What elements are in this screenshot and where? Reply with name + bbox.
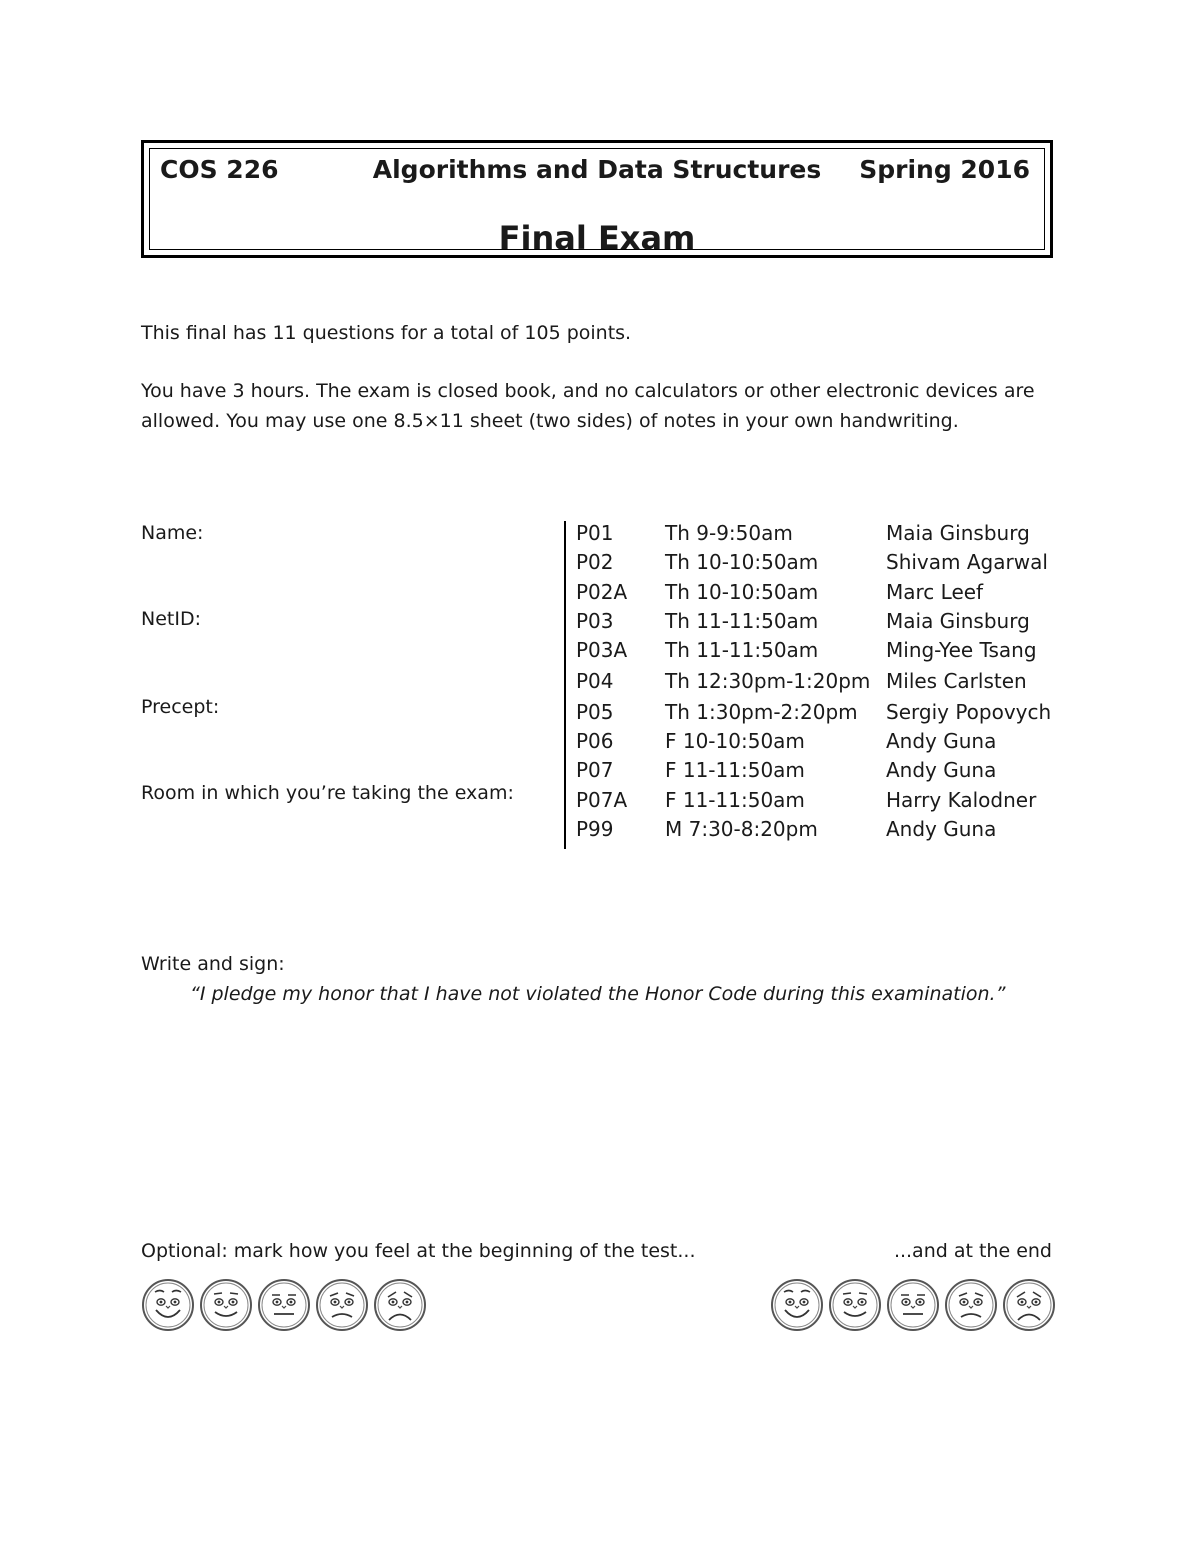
happy-face-icon[interactable] — [199, 1278, 253, 1332]
precept-row — [576, 788, 1056, 818]
precept-table-divider — [564, 521, 566, 849]
honor-pledge: “I pledge my honor that I have not violated the Honor Code during this examination.” — [190, 983, 1006, 1005]
precept-time: Th 9-9:50am — [665, 521, 793, 545]
write-and-sign-label: Write and sign: — [141, 953, 285, 975]
precept-row — [576, 700, 1056, 730]
precept-time: Th 10-10:50am — [665, 580, 819, 604]
precept-instructor: Maia Ginsburg — [886, 521, 1030, 545]
precept-instructor: Sergiy Popovych — [886, 700, 1052, 724]
exam-term: Spring 2016 — [859, 155, 1030, 184]
course-subject: Algorithms and Data Structures — [372, 155, 822, 184]
precept-time: Th 11-11:50am — [665, 609, 819, 633]
precept-row — [576, 580, 1056, 610]
precept-code: P06 — [576, 729, 614, 753]
precept-instructor: Harry Kalodner — [886, 788, 1037, 812]
worried-face-icon[interactable] — [944, 1278, 998, 1332]
precept-instructor: Marc Leef — [886, 580, 984, 604]
precept-code: P99 — [576, 817, 614, 841]
precept-row — [576, 609, 1056, 639]
precept-code: P03A — [576, 638, 628, 662]
very-sad-face-icon[interactable] — [1002, 1278, 1056, 1332]
precept-row — [576, 758, 1056, 788]
precept-instructor: Andy Guna — [886, 817, 997, 841]
precept-instructor: Maia Ginsburg — [886, 609, 1030, 633]
precept-row — [576, 669, 1056, 699]
precept-code: P02 — [576, 550, 614, 574]
room-field-label: Room in which you’re taking the exam: — [141, 782, 514, 804]
precept-code: P02A — [576, 580, 628, 604]
precept-row — [576, 521, 1056, 551]
precept-time: M 7:30-8:20pm — [665, 817, 818, 841]
exam-header-inner-border — [149, 148, 1045, 257]
precept-row — [576, 817, 1056, 847]
precept-code: P01 — [576, 521, 614, 545]
precept-row — [576, 638, 1056, 668]
precept-time: F 11-11:50am — [665, 758, 805, 782]
happy-face-icon[interactable] — [828, 1278, 882, 1332]
precept-time: F 10-10:50am — [665, 729, 805, 753]
precept-code: P03 — [576, 609, 614, 633]
precept-instructor: Ming-Yee Tsang — [886, 638, 1037, 662]
worried-face-icon[interactable] — [315, 1278, 369, 1332]
exam-title: Final Exam — [498, 219, 696, 257]
precept-code: P07A — [576, 788, 628, 812]
precept-instructor: Andy Guna — [886, 729, 997, 753]
neutral-face-icon[interactable] — [886, 1278, 940, 1332]
precept-instructor: Andy Guna — [886, 758, 997, 782]
precept-code: P07 — [576, 758, 614, 782]
precept-instructor: Shivam Agarwal — [886, 550, 1048, 574]
intro-question-count: This final has 11 questions for a total of 105 points. — [141, 322, 632, 344]
precept-field-label: Precept: — [141, 696, 220, 718]
very-happy-face-icon[interactable] — [141, 1278, 195, 1332]
precept-code: P04 — [576, 669, 614, 693]
precept-time: Th 10-10:50am — [665, 550, 819, 574]
feel-end-label: ...and at the end — [893, 1240, 1052, 1262]
faces-end-group — [770, 1278, 1060, 1334]
exam-header-box — [141, 140, 1053, 258]
very-sad-face-icon[interactable] — [373, 1278, 427, 1332]
intro-rules: You have 3 hours. The exam is closed book, and no calculators or other electronic devices are allowed. You may use one 8.5×11 sheet (two sides) of notes in your own handwriting. — [141, 380, 1035, 432]
netid-field-label: NetID: — [141, 608, 201, 630]
precept-row — [576, 550, 1056, 580]
precept-time: Th 1:30pm-2:20pm — [665, 700, 858, 724]
name-field-label: Name: — [141, 522, 204, 544]
precept-time: F 11-11:50am — [665, 788, 805, 812]
faces-begin-group — [141, 1278, 431, 1334]
very-happy-face-icon[interactable] — [770, 1278, 824, 1332]
precept-instructor: Miles Carlsten — [886, 669, 1027, 693]
precept-time: Th 11-11:50am — [665, 638, 819, 662]
feel-begin-label: Optional: mark how you feel at the beginning of the test... — [141, 1240, 696, 1262]
course-code: COS 226 — [160, 155, 279, 184]
precept-code: P05 — [576, 700, 614, 724]
precept-time: Th 12:30pm-1:20pm — [665, 669, 871, 693]
precept-row — [576, 729, 1056, 759]
neutral-face-icon[interactable] — [257, 1278, 311, 1332]
